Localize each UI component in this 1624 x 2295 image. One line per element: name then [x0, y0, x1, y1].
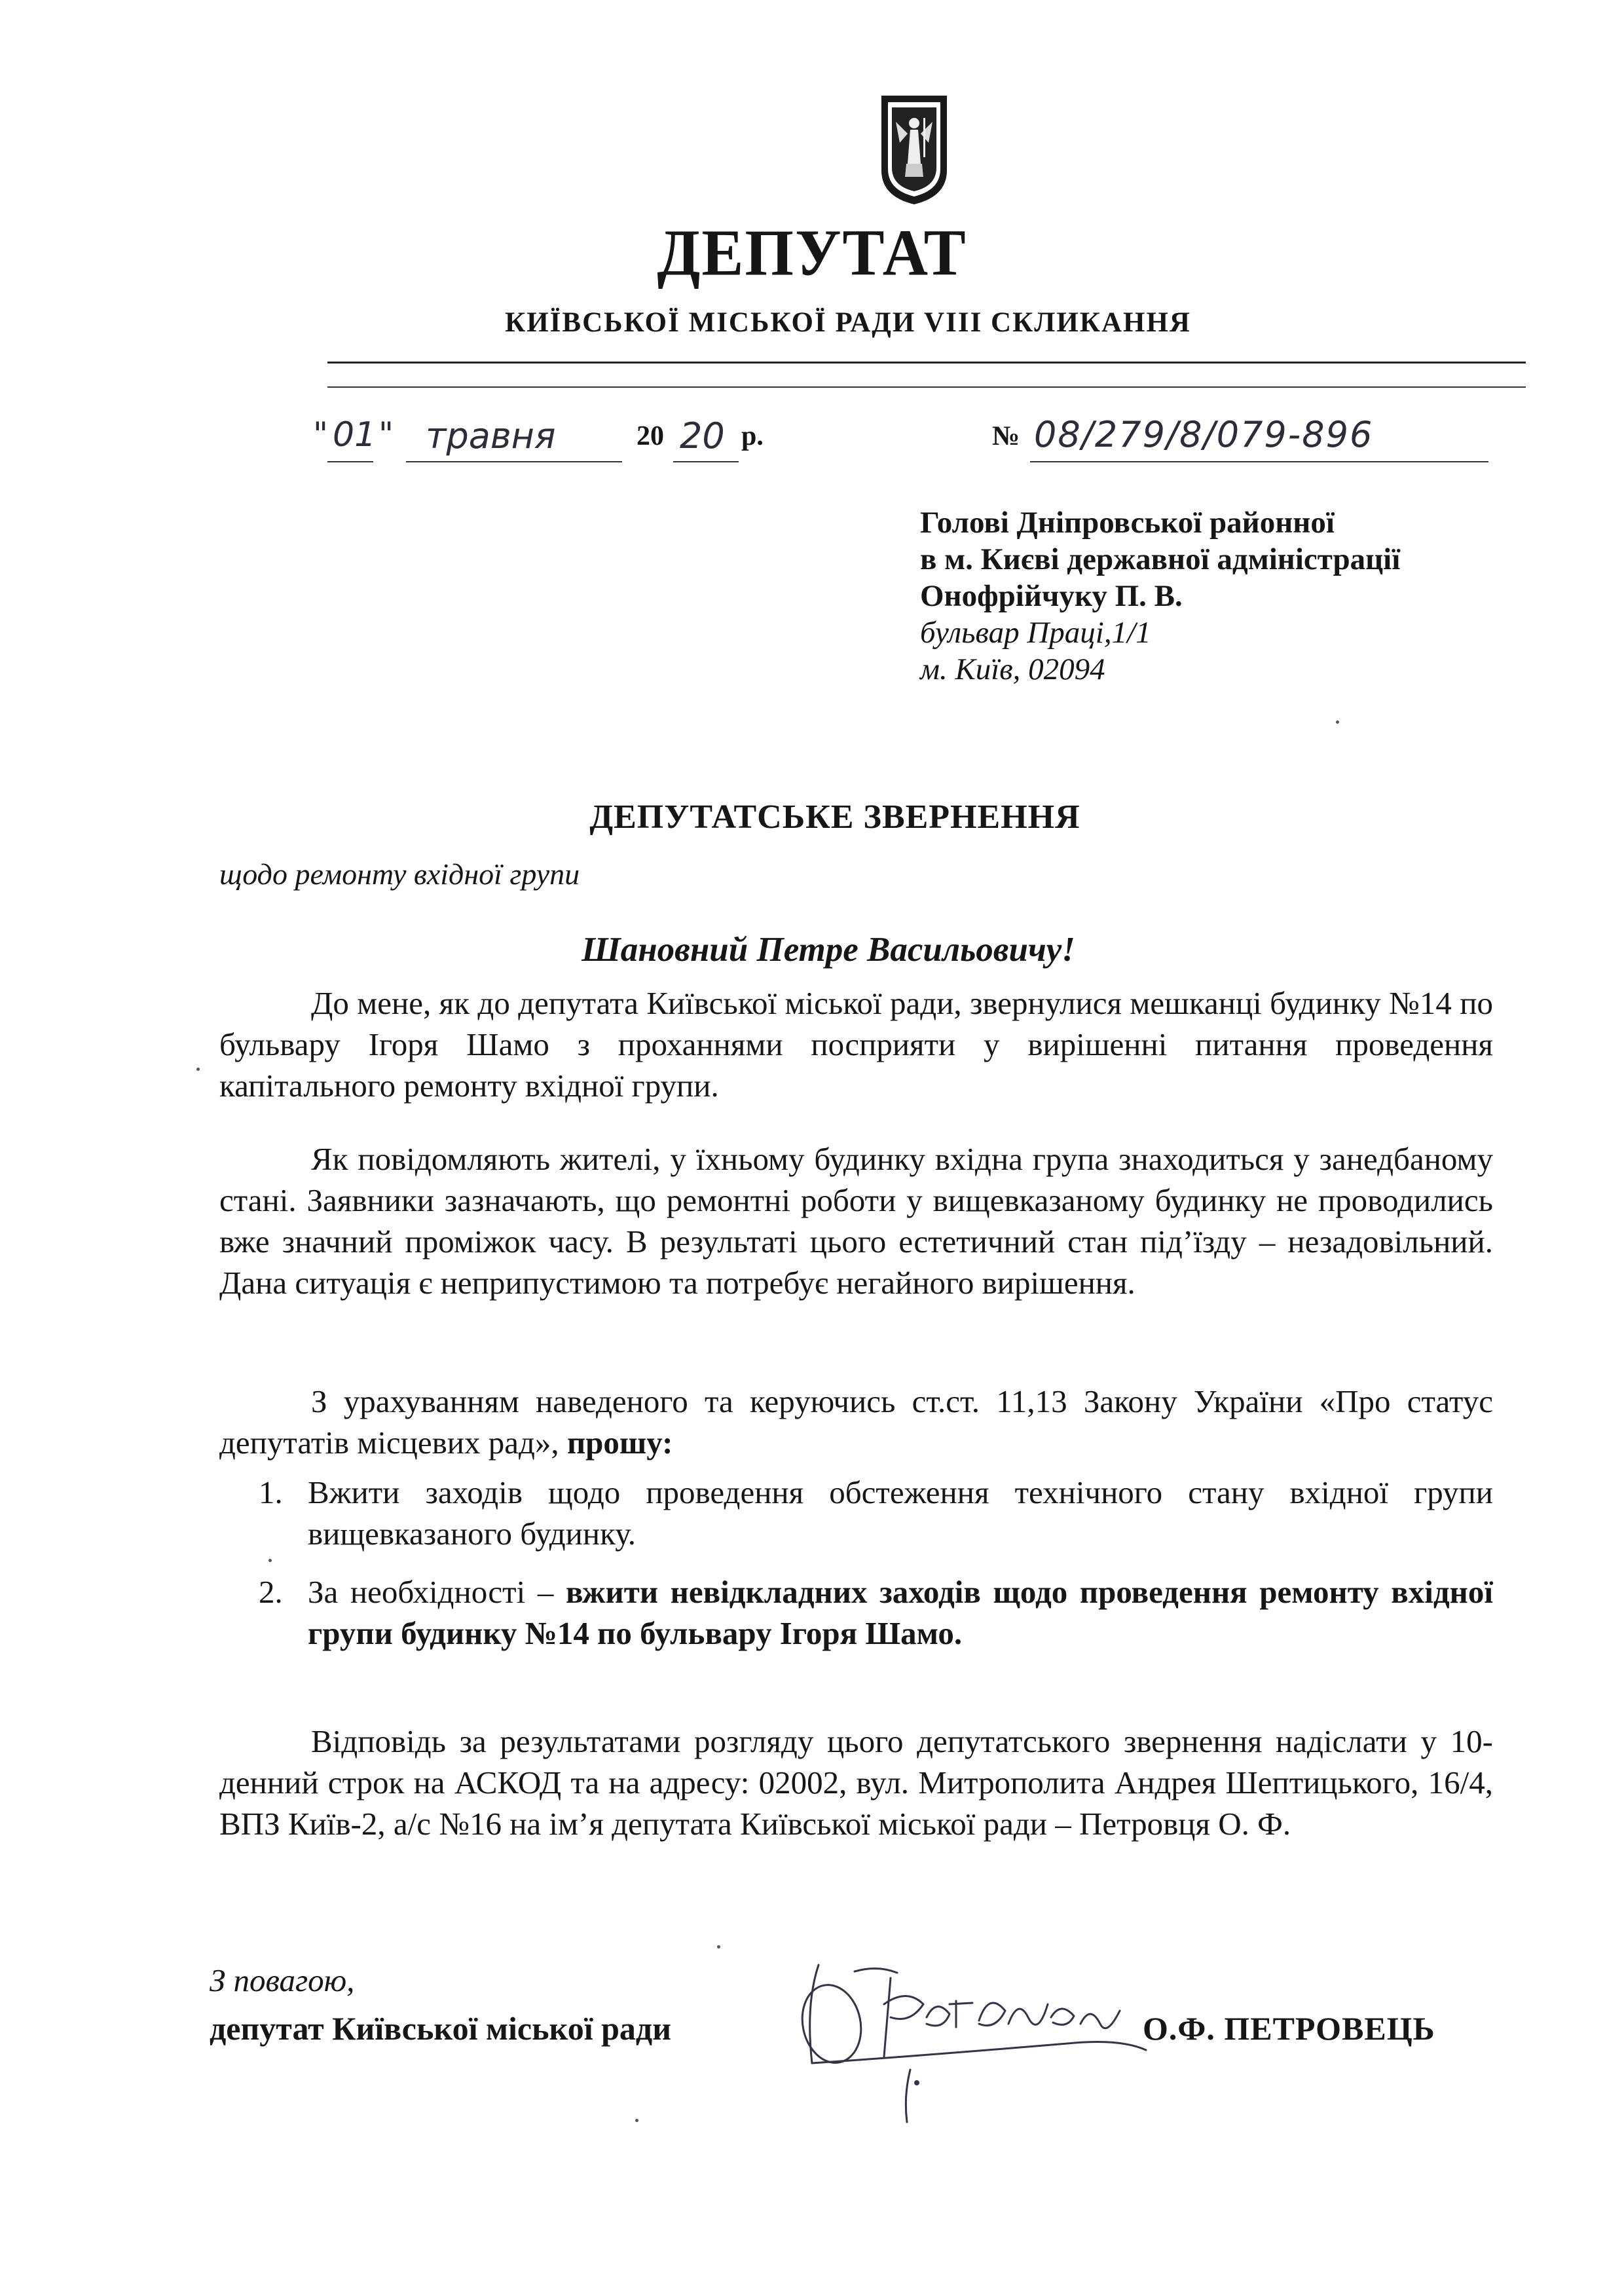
header-rule-thin	[327, 386, 1526, 388]
kyiv-coat-of-arms-icon	[877, 92, 951, 207]
date-year-mark: р.	[741, 421, 764, 451]
document-subject: щодо ремонту вхідної групи	[219, 857, 580, 891]
date-day: 01	[333, 415, 377, 455]
date-year-suffix: 20	[680, 415, 725, 457]
addressee-street: бульвар Праці,1/1	[920, 616, 1151, 650]
header-rule-thick	[327, 362, 1526, 364]
date-year-underline	[673, 461, 739, 462]
reference-number-label: №	[992, 421, 1020, 451]
scan-speck	[635, 2119, 638, 2122]
body-paragraph-1	[219, 982, 1493, 1106]
scan-speck	[717, 1945, 720, 1949]
date-close-quote: "	[378, 415, 394, 453]
list-item	[219, 1571, 1493, 1654]
addressee-block	[920, 504, 1400, 688]
addressee-line-1: Голові Дніпровської районної	[920, 506, 1335, 540]
date-month: травня	[426, 415, 556, 457]
body-paragraph-3-text: З урахуванням наведеного та керуючись ст.ст. 11,13 Закону України «Про статус депутатів місцевих рад»,	[219, 1383, 1493, 1461]
date-field	[308, 405, 805, 470]
scan-speck	[268, 1559, 272, 1562]
list-item-text: За необхідності –	[308, 1574, 554, 1610]
signer-name: О.Ф. ПЕТРОВЕЦЬ	[1143, 2010, 1435, 2047]
scan-speck	[196, 1068, 200, 1071]
closing-regards: З повагою,	[210, 1962, 355, 1998]
document-title: ДЕПУТАТСЬКЕ ЗВЕРНЕННЯ	[589, 798, 1080, 836]
date-open-quote: "	[313, 415, 328, 453]
request-list	[219, 1472, 1493, 1671]
reference-number-field	[992, 405, 1490, 470]
addressee-city: м. Київ, 02094	[920, 652, 1105, 686]
body-paragraph-2	[219, 1138, 1493, 1303]
addressee-line-2: в м. Києві державної адміністрації	[920, 542, 1401, 576]
list-item-number: 1.	[259, 1474, 283, 1510]
body-paragraph-2-text: Як повідомляють жителі, у їхньому будинку вхідна група знаходиться у занедбаному стані. Заявники зазначають, що ремонтні роботи у вищевказаному будинку не проводились вже значний проміжок часу. В результаті цього естетичний стан під’їзду – незадовільний. Дана ситуація є неприпустимою та потребує негайного вирішення.	[219, 1141, 1493, 1301]
list-item-bold-text: вжити невідкладних заходів щодо проведення ремонту вхідної групи будинку №14 по бульвару Ігоря Шамо.	[308, 1574, 1494, 1651]
body-paragraph-3	[219, 1381, 1493, 1463]
date-year-prefix: 20	[637, 421, 664, 451]
header-subtitle: КИЇВСЬКОЇ МІСЬКОЇ РАДИ VIII СКЛИКАННЯ	[505, 307, 1191, 338]
date-day-underline	[327, 461, 373, 462]
reference-number-value: 08/279/8/079-896	[1034, 414, 1374, 455]
handwritten-signature	[792, 1926, 1159, 2135]
body-paragraph-1-text: До мене, як до депутата Київської міської ради, звернулися мешканці будинку №14 по бульвару Ігоря Шамо з проханнями посприяти у вирішенні питання проведення капітального ремонту вхідної групи.	[219, 985, 1493, 1104]
signer-position: депутат Київської міської ради	[210, 2010, 672, 2047]
scan-speck	[1336, 720, 1339, 724]
reference-number-underline	[1030, 461, 1488, 462]
addressee-name: Онофрійчуку П. В.	[920, 579, 1183, 613]
greeting: Шановний Петре Васильовичу!	[581, 931, 1075, 969]
request-word: прошу:	[566, 1425, 673, 1461]
body-paragraph-4	[219, 1721, 1493, 1844]
list-item-number: 2.	[259, 1574, 283, 1610]
list-item-text: Вжити заходів щодо проведення обстеження технічного стану вхідної групи вищевказаного будинку.	[308, 1474, 1493, 1552]
header-title: ДЕПУТАТ	[657, 215, 967, 289]
body-paragraph-4-text: Відповідь за результатами розгляду цього депутатського звернення надіслати у 10-денний строк на АСКОД та на адресу: 02002, вул. Митрополита Андрея Шептицького, 16/4, ВПЗ Київ-2, а/с №16 на ім’я депутата Київської міської ради – Петровця О. Ф.	[219, 1723, 1493, 1842]
list-item	[219, 1472, 1493, 1554]
date-month-underline	[406, 461, 622, 462]
